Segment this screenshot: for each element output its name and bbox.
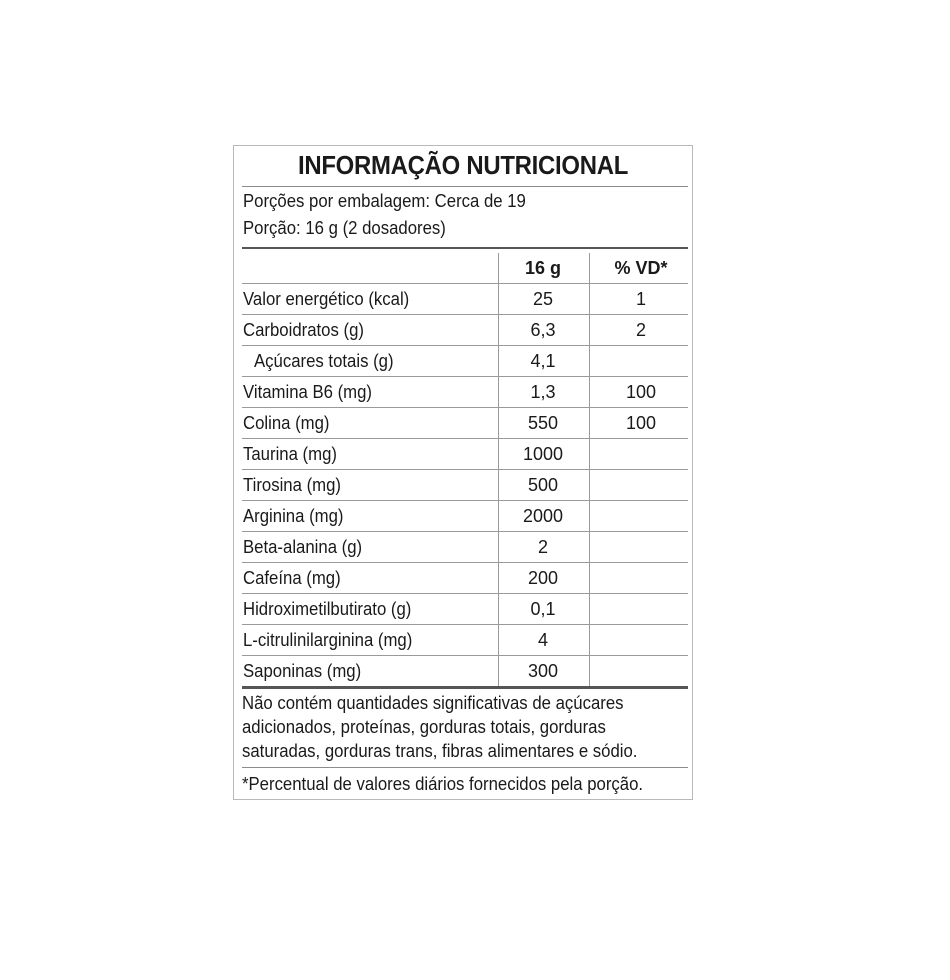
- nutrient-name: Valor energético (kcal): [243, 289, 410, 309]
- not-significant-note: Não contém quantidades significativas de açúcares adicionados, proteínas, gorduras totais, gorduras saturadas, gorduras trans, fibras alimentares e sódio.: [242, 693, 638, 761]
- nutrient-amount: 2000: [522, 506, 564, 526]
- table-row: [242, 408, 688, 439]
- nutrient-name: Saponinas (mg): [243, 661, 362, 681]
- nutrient-amount: 500: [527, 475, 559, 495]
- table-row: [242, 532, 688, 563]
- nutrient-daily-value: [589, 532, 693, 563]
- nutrient-name: Cafeína (mg): [243, 568, 341, 588]
- nutrient-name: Hidroximetilbutirato (g): [243, 599, 412, 619]
- table-row: [242, 594, 688, 625]
- table-row: [242, 346, 688, 377]
- nutrient-name: Beta-alanina (g): [243, 537, 363, 557]
- footnote-divider: [242, 767, 688, 768]
- nutrient-daily-value: 1: [635, 289, 646, 309]
- nutrient-name: L-citrulinilarginina (mg): [243, 630, 413, 650]
- table-row: [242, 563, 688, 594]
- table-bottom-divider: [242, 686, 688, 689]
- label-title: INFORMAÇÃO NUTRICIONAL: [297, 150, 629, 180]
- table-header-row: [242, 253, 688, 284]
- nutrient-daily-value: [589, 594, 693, 625]
- title-divider: [242, 186, 688, 187]
- nutrient-name: Tirosina (mg): [243, 475, 341, 495]
- nutrient-daily-value: [589, 625, 693, 656]
- nutrient-amount: 4,1: [530, 351, 556, 371]
- nutrient-daily-value: [589, 656, 693, 687]
- nutrient-daily-value: 2: [635, 320, 646, 340]
- nutrient-name: Açúcares totais (g): [254, 351, 394, 371]
- serving-divider: [242, 247, 688, 249]
- table-row: [242, 315, 688, 346]
- nutrient-daily-value: [589, 346, 693, 377]
- header-daily-value: % VD*: [614, 258, 668, 278]
- table-row: [242, 470, 688, 501]
- nutrient-amount: 550: [527, 413, 559, 433]
- nutrient-amount: 25: [532, 289, 554, 309]
- nutrient-amount: 6,3: [530, 320, 556, 340]
- table-row: [242, 284, 688, 315]
- daily-value-footnote: *Percentual de valores diários fornecidos pela porção.: [242, 774, 644, 794]
- serving-size: Porção: 16 g (2 dosadores): [243, 218, 446, 238]
- nutrient-daily-value: [589, 501, 693, 532]
- servings-per-package: Porções por embalagem: Cerca de 19: [243, 191, 526, 211]
- nutrient-daily-value: 100: [625, 382, 657, 402]
- nutrient-amount: 300: [527, 661, 559, 681]
- table-row: [242, 501, 688, 532]
- table-row: [242, 656, 688, 687]
- nutrient-amount: 1000: [522, 444, 564, 464]
- nutrient-amount: 4: [537, 630, 548, 650]
- nutrition-facts-label: [233, 145, 693, 800]
- table-row: [242, 377, 688, 408]
- nutrient-daily-value: [589, 439, 693, 470]
- nutrient-daily-value: [589, 470, 693, 501]
- nutrient-name: Vitamina B6 (mg): [243, 382, 373, 402]
- table-row: [242, 625, 688, 656]
- nutrient-amount: 200: [527, 568, 559, 588]
- header-amount: 16 g: [524, 258, 562, 278]
- nutrient-table: [242, 253, 688, 687]
- nutrient-amount: 0,1: [530, 599, 556, 619]
- table-row: [242, 439, 688, 470]
- nutrient-amount: 2: [537, 537, 548, 557]
- nutrient-name: Arginina (mg): [243, 506, 344, 526]
- nutrient-name: Carboidratos (g): [243, 320, 364, 340]
- nutrient-name: Colina (mg): [243, 413, 330, 433]
- nutrient-name: Taurina (mg): [243, 444, 337, 464]
- nutrient-amount: 1,3: [530, 382, 556, 402]
- nutrient-daily-value: 100: [625, 413, 657, 433]
- nutrient-daily-value: [589, 563, 693, 594]
